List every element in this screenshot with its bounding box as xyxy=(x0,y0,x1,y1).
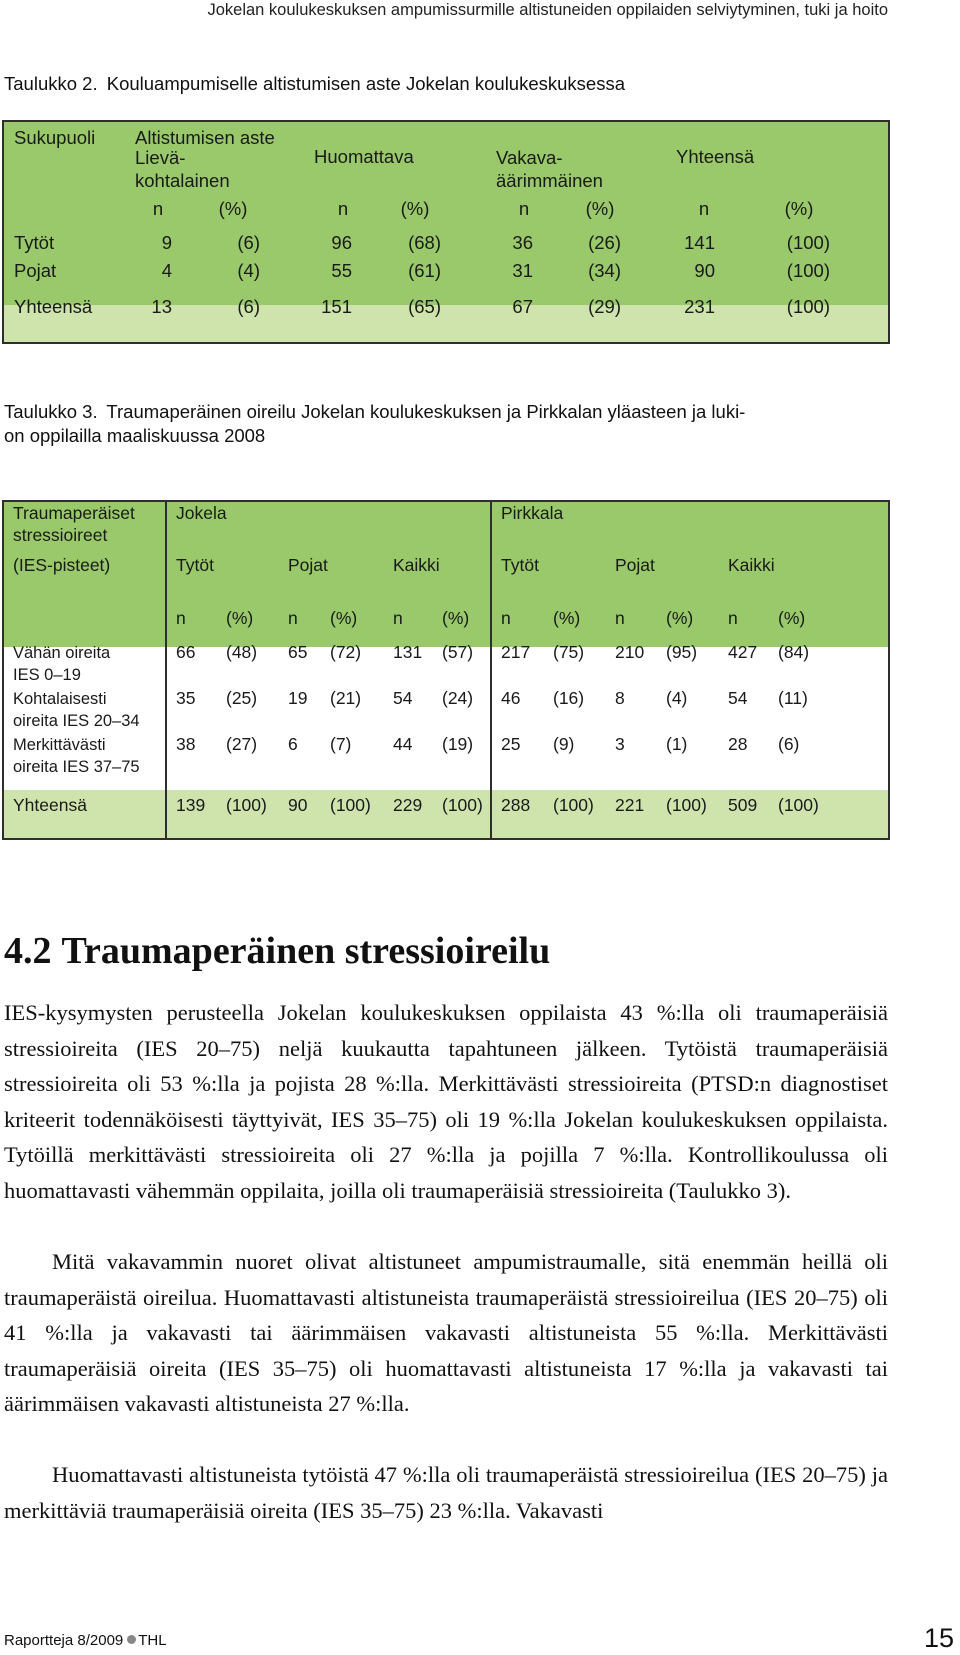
table3-row-cell: (95) xyxy=(666,642,698,662)
table3-total-cell: 90 xyxy=(288,795,308,815)
table3-total-cell: (100) xyxy=(778,795,819,815)
table3-row-cell: 210 xyxy=(615,642,645,662)
page-number: 15 xyxy=(923,1623,954,1653)
table3-total-cell: (100) xyxy=(553,795,594,815)
table2-total-row-cell: (100) xyxy=(786,296,830,317)
table3-row-cell: 6 xyxy=(288,734,298,754)
table3-total-cell: (100) xyxy=(226,795,267,815)
table3-row-cell: (7) xyxy=(330,734,352,754)
table2-row-cell: 90 xyxy=(694,260,715,281)
table2-row-cell: 96 xyxy=(331,232,352,253)
table3-row-cell: 25 xyxy=(501,734,521,754)
section-number: 4.2 xyxy=(4,930,52,972)
table2-total-row-cell: 67 xyxy=(512,296,533,317)
table3-subgroup: Kaikki xyxy=(393,555,440,575)
table2-subheader-pct: (%) xyxy=(218,198,248,219)
table3-row-cell: (19) xyxy=(442,734,474,754)
table3-row-cell: (4) xyxy=(666,688,688,708)
table3-row-cell: 46 xyxy=(501,688,521,708)
table2-row-cell: (26) xyxy=(588,232,621,253)
table3-row-cell: 3 xyxy=(615,734,625,754)
table3-subheader-pct: (%) xyxy=(778,608,806,628)
table3-row-cell: 54 xyxy=(728,688,748,708)
table2-total-row-cell: (65) xyxy=(408,296,441,317)
table2-row-cell: 31 xyxy=(512,260,533,281)
running-head: Jokelan koulukeskuksen ampumissurmille altistuneiden oppilaiden selviytyminen, tuki ja hoito xyxy=(207,1,888,19)
table3-subgroup: Pojat xyxy=(288,555,328,575)
table3-subheader-pct: (%) xyxy=(330,608,358,628)
table3-school-pirkkala: Pirkkala xyxy=(501,503,564,523)
table2-row-label: Pojat xyxy=(14,260,57,281)
table3-stub-header: Traumaperäiset stressioireet xyxy=(13,503,135,545)
table2-subheader-n: n xyxy=(337,198,349,219)
table3-subgroup: Pojat xyxy=(615,555,655,575)
table3-row-cell: 8 xyxy=(615,688,625,708)
table2-total-row-cell: 151 xyxy=(321,296,352,317)
table3-divider-stub xyxy=(165,502,167,838)
table2-row-cell: (100) xyxy=(786,232,830,253)
table2-subheader-pct: (%) xyxy=(400,198,430,219)
table3-row-cell: 66 xyxy=(176,642,196,662)
table2-caption xyxy=(4,72,625,96)
table3-divider-schools xyxy=(490,502,492,838)
table3-subheader-pct: (%) xyxy=(553,608,581,628)
table2-group-considerable: Huomattava xyxy=(314,146,414,167)
table3-subgroup: Tytöt xyxy=(176,555,214,575)
table3-row-cell: 131 xyxy=(393,642,423,662)
table2-group-severe: Vakava- äärimmäinen xyxy=(496,147,603,191)
table3-subheader-n: n xyxy=(393,608,403,628)
table3-row-cell: 427 xyxy=(728,642,758,662)
table3-subheader-pct: (%) xyxy=(226,608,254,628)
table3-total-cell: (100) xyxy=(442,795,483,815)
footer-series-label: Raportteja 8/2009 xyxy=(4,1632,124,1649)
table2-total-row-cell: 231 xyxy=(684,296,715,317)
table2-row-cell: (100) xyxy=(786,260,830,281)
table2-row-cell: (68) xyxy=(408,232,441,253)
table2-header-exposure: Altistumisen aste xyxy=(135,127,275,148)
table3-row-cell: 28 xyxy=(728,734,748,754)
table2-group-mild: Lievä- kohtalainen xyxy=(135,147,230,191)
table3-school-jokela: Jokela xyxy=(176,503,227,523)
table2-subheader-n: n xyxy=(518,198,530,219)
table2-row-cell: 9 xyxy=(161,232,172,253)
table3-subgroup: Tytöt xyxy=(501,555,539,575)
table3-total-cell: 229 xyxy=(393,795,423,815)
section-title: Traumaperäinen stressioireilu xyxy=(61,930,551,972)
table3-subheader-pct: (%) xyxy=(666,608,694,628)
table3-row-cell: (57) xyxy=(442,642,474,662)
table3-subheader-n: n xyxy=(501,608,511,628)
table3-row-label: Merkittävästi oireita IES 37–75 xyxy=(13,736,140,776)
table2-total-row-cell: (6) xyxy=(237,296,260,317)
paragraph-1: IES-kysymysten perusteella Jokelan koulukeskuksen oppilaista 43 %:lla oli traumaperäisiä stressioireita (IES 20–75) neljä kuukautta tapahtuneen jälkeen. Tytöistä traumaperäisiä stressioireita oli 53 %:lla ja pojista 28 %:lla. Merkittävästi stressioireita (PTSD:n diagnostiset kriteerit todennäköisesti täyttyivät, IES 35–75) oli 19 %:lla Jokelan koulukeskuksen oppilaista. Tytöillä merkittävästi stressioireita oli 27 %:lla ja pojilla 7 %:lla. Kontrollikoulussa oli huomattavasti vähemmän oppilaita, joilla oli traumaperäisiä stressioireita (Taulukko 3). xyxy=(4,1000,888,1203)
table3-total-cell: 509 xyxy=(728,795,758,815)
table3-row-cell: 217 xyxy=(501,642,531,662)
table2-row-cell: (4) xyxy=(237,260,260,281)
table2-total-row-label: Yhteensä xyxy=(14,296,93,317)
table2-row-cell: (61) xyxy=(408,260,441,281)
table3-caption-line2: on oppilailla maaliskuussa 2008 xyxy=(4,425,266,446)
table3-row-cell: (1) xyxy=(666,734,688,754)
section-heading xyxy=(4,929,550,973)
table2-row-label: Tytöt xyxy=(14,232,55,253)
table2-label: Taulukko 2. xyxy=(4,73,98,94)
table3-row-label: Vähän oireita IES 0–19 xyxy=(13,644,111,684)
table3-stub-header-ies: (IES-pisteet) xyxy=(13,555,111,575)
table2-subheader-pct: (%) xyxy=(585,198,615,219)
table3-row-cell: (27) xyxy=(226,734,258,754)
table2 xyxy=(2,120,890,344)
table3-subheader-n: n xyxy=(728,608,738,628)
table3-row-cell: (11) xyxy=(778,688,808,708)
table3-row-cell: 44 xyxy=(393,734,413,754)
table3-total-cell: (100) xyxy=(666,795,707,815)
table3-caption xyxy=(4,400,745,424)
table2-row-cell: 4 xyxy=(161,260,172,281)
paragraph-3: Huomattavasti altistuneista tytöistä 47 %:lla oli traumaperäistä stressioireilua (IES 20–75) ja merkittäviä traumaperäisiä oireita (IES 35–75) 23 %:lla. Vakavasti xyxy=(4,1462,888,1523)
table2-subheader-n: n xyxy=(698,198,710,219)
table3-subheader-pct: (%) xyxy=(442,608,470,628)
table3-row-cell: (21) xyxy=(330,688,362,708)
table2-total-row-cell: 13 xyxy=(151,296,172,317)
table3-subheader-n: n xyxy=(288,608,298,628)
bullet-dot-icon xyxy=(127,1635,136,1644)
table3-total-cell: 139 xyxy=(176,795,206,815)
table3-row-cell: 19 xyxy=(288,688,308,708)
table3-total-cell: 288 xyxy=(501,795,531,815)
table3-total-cell: (100) xyxy=(330,795,371,815)
table3-row-cell: 35 xyxy=(176,688,196,708)
table3-row-cell: (75) xyxy=(553,642,585,662)
table3-row-cell: 54 xyxy=(393,688,413,708)
table3-row-cell: (48) xyxy=(226,642,258,662)
table3-total-cell: 221 xyxy=(615,795,645,815)
table3-row-cell: (72) xyxy=(330,642,362,662)
table3-row-cell: (24) xyxy=(442,688,474,708)
footer-publisher: THL xyxy=(138,1632,167,1649)
table2-row-cell: 55 xyxy=(331,260,352,281)
table3-subheader-n: n xyxy=(615,608,625,628)
paragraph-2: Mitä vakavammin nuoret olivat altistuneet ampumistraumalle, sitä enemmän heillä oli traumaperäistä oireilua. Huomattavasti altistuneista traumaperäistä stressioireilua (IES 20–75) oli 41 %:lla ja vakavasti tai äärimmäisen vakavasti altistuneista 55 %:lla. Merkittävästi traumaperäisiä oireita (IES 35–75) oli huomattavasti altistuneista 17 %:lla ja vakavasti tai äärimmäisen vakavasti altistuneista 27 %:lla. xyxy=(4,1249,888,1416)
table2-row-cell: 36 xyxy=(512,232,533,253)
table2-header-sex: Sukupuoli xyxy=(14,127,96,148)
table3-subheader-n: n xyxy=(176,608,186,628)
table3-row-cell: (16) xyxy=(553,688,585,708)
table3-total-label: Yhteensä xyxy=(13,795,87,815)
table2-total-row-cell: (29) xyxy=(588,296,621,317)
table3-title-line1: Traumaperäinen oireilu Jokelan koulukeskuksen ja Pirkkalan yläasteen ja luki- xyxy=(106,401,746,422)
table3-row-cell: (84) xyxy=(778,642,810,662)
table3-row-cell: (6) xyxy=(778,734,800,754)
table3 xyxy=(2,500,890,840)
table2-subheader-pct: (%) xyxy=(784,198,814,219)
table3-row-cell: (25) xyxy=(226,688,258,708)
table3-row-cell: 65 xyxy=(288,642,308,662)
table3-row-cell: 38 xyxy=(176,734,196,754)
table2-row-cell: (6) xyxy=(237,232,260,253)
table3-row-cell: (9) xyxy=(553,734,575,754)
table3-subgroup: Kaikki xyxy=(728,555,775,575)
table2-title: Kouluampumiselle altistumisen aste Jokelan koulukeskuksessa xyxy=(106,73,625,94)
table2-group-total: Yhteensä xyxy=(676,146,755,167)
table2-row-cell: (34) xyxy=(588,260,621,281)
table2-subheader-n: n xyxy=(152,198,164,219)
footer-series xyxy=(4,1632,167,1650)
table3-label: Taulukko 3. xyxy=(4,401,98,422)
table2-row-cell: 141 xyxy=(684,232,715,253)
table3-row-label: Kohtalaisesti oireita IES 20–34 xyxy=(13,690,140,730)
